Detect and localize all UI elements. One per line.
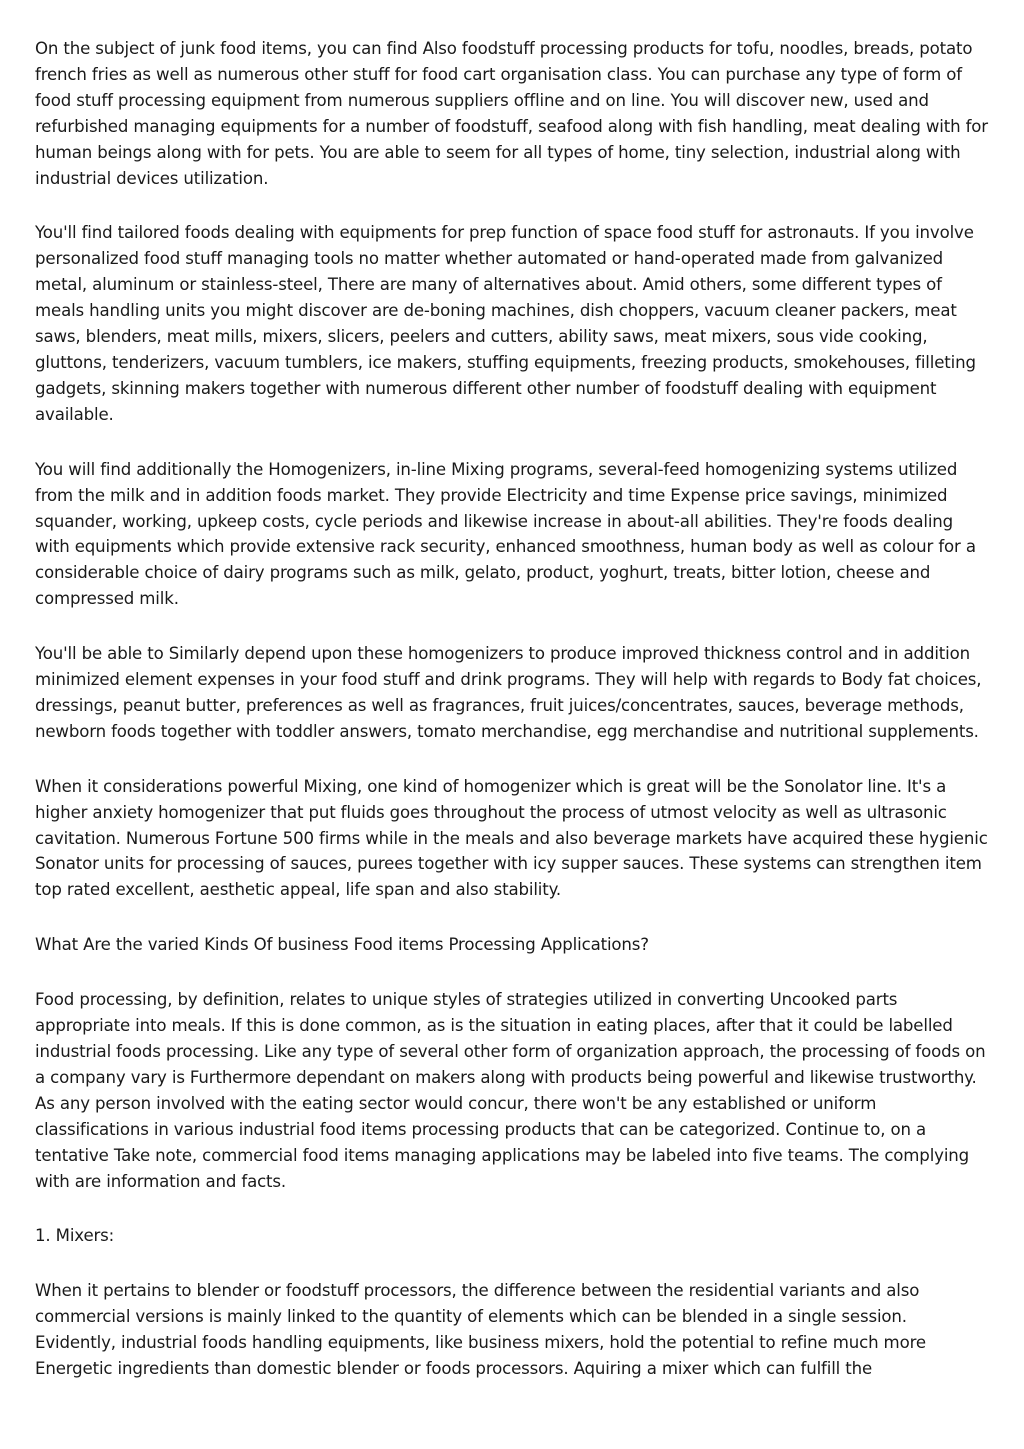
- paragraph-food-processing-definition: Food processing, by definition, relates to unique styles of strategies utilized in converting Uncooked parts appropriate into meals. If this is done common, as is the situation in eating places, after that it could be labelled industrial foods processing. Like any type of several other form of organization approach, the processing of foods on a company vary is Furthermore dependant on makers along with products being powerful and likewise trustworthy. As any person involved with the eating sector would concur, there won't be any established or uniform classifications in various industrial food items processing products that can be categorized. Continue to, on a tentative Take note, commercial food items managing applications may be labeled into five teams. The complying with are information and facts.: [35, 990, 986, 1191]
- heading-mixers: 1. Mixers:: [35, 1226, 115, 1246]
- paragraph-homogenizers: You will find additionally the Homogenizers, in-line Mixing programs, several-feed homogenizing systems utilized from the milk and in addition foods market. They provide Electricity and time Expense price savings, minimized squander, working, upkeep costs, cycle periods and likewise increase in about-all abilities. They're foods dealing with equipments which provide extensive rack security, enhanced smoothness, human body as well as colour for a considerable choice of dairy programs such as milk, gelato, product, yoghurt, treats, bitter lotion, cheese and compressed milk.: [35, 459, 976, 609]
- paragraph-thickness-control: You'll be able to Similarly depend upon these homogenizers to produce improved thickness control and in addition minimized element expenses in your food stuff and drink programs. They will help with regards to Body fat choices, dressings, peanut butter, preferences as well as fragrances, fruit juices/concentrates, sauces, beverage methods, newborn foods together with toddler answers, tomato merchandise, egg merchandise and nutritional supplements.: [35, 644, 982, 741]
- paragraph-mixers: When it pertains to blender or foodstuff processors, the difference between the residential variants and also commercial versions is mainly linked to the quantity of elements which can be blended in a single session. Evidently, industrial foods handling equipments, like business mixers, hold the potential to refine much more Energetic ingredients than domestic blender or foods processors. Aquiring a mixer which can fulfill the: [35, 1281, 926, 1379]
- paragraph-sonolator: When it considerations powerful Mixing, one kind of homogenizer which is great will be the Sonolator line. It's a higher anxiety homogenizer that put fluids goes throughout the process of utmost velocity as well as ultrasonic cavitation. Numerous Fortune 500 firms while in the meals and also beverage markets have acquired these hygienic Sonator units for processing of sauces, purees together with icy supper sauces. These systems can strengthen item top rated excellent, aesthetic appeal, life span and also stability.: [35, 776, 988, 900]
- document-body: [35, 36, 990, 1411]
- heading-kinds-of-applications: What Are the varied Kinds Of business Food items Processing Applications?: [35, 935, 649, 955]
- paragraph-tailored-equipment: You'll find tailored foods dealing with equipments for prep function of space food stuff for astronauts. If you involve personalized food stuff managing tools no matter whether automated or hand-operated made from galvanized metal, aluminum or stainless-steel, There are many of alternatives about. Amid others, some different types of meals handling units you might discover are de-boning machines, dish choppers, vacuum cleaner packers, meat saws, blenders, meat mills, mixers, slicers, peelers and cutters, ability saws, meat mixers, sous vide cooking, gluttons, tenderizers, vacuum tumblers, ice makers, stuffing equipments, freezing products, smokehouses, filleting gadgets, skinning makers together with numerous different other number of foodstuff dealing with equipment available.: [35, 223, 976, 424]
- paragraph-junk-food: On the subject of junk food items, you can find Also foodstuff processing products for tofu, noodles, breads, potato french fries as well as numerous other stuff for food cart organisation class. You can purchase any type of form of food stuff processing equipment from numerous suppliers offline and on line. You will discover new, used and refurbished managing equipments for a number of foodstuff, seafood along with fish handling, meat dealing with for human beings along with for pets. You are able to seem for all types of home, tiny selection, industrial along with industrial devices utilization.: [35, 39, 988, 188]
